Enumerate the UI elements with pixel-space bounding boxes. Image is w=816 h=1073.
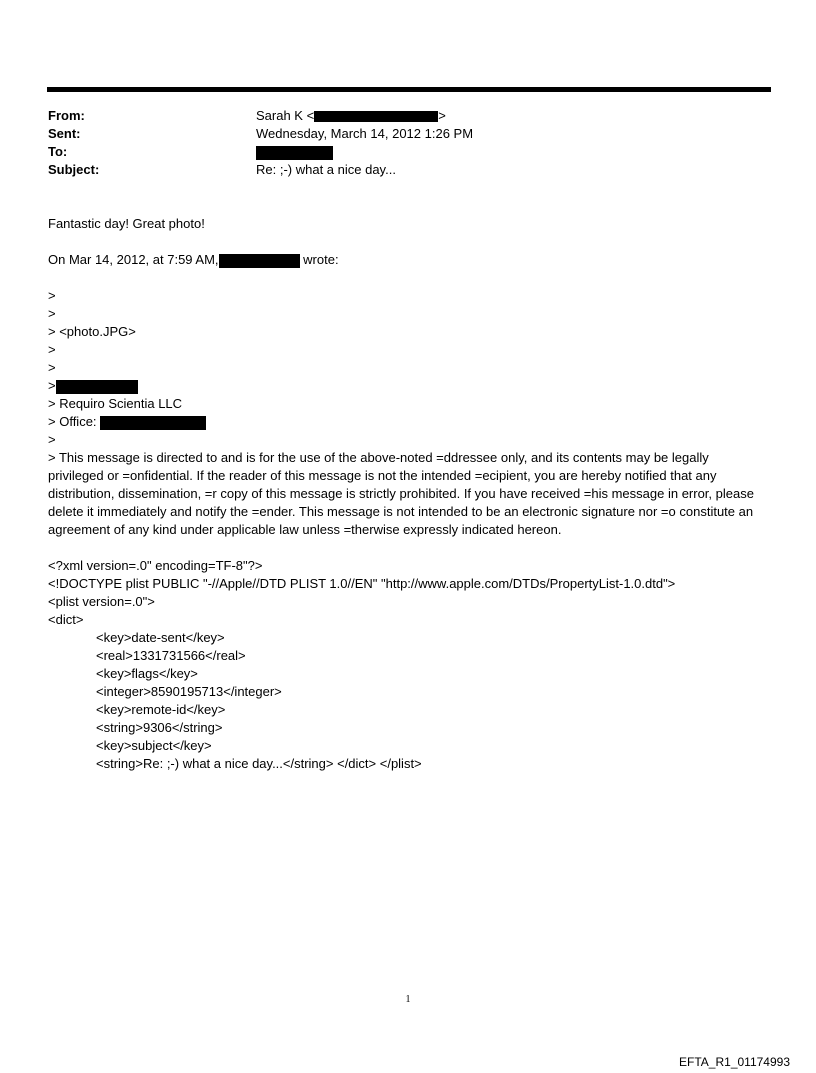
redaction-box — [314, 111, 438, 122]
quote-signature-name — [48, 377, 138, 395]
redaction-box — [56, 380, 138, 394]
redaction-box — [256, 146, 333, 160]
from-close: > — [438, 108, 446, 123]
quote-intro-wrote: wrote: — [303, 252, 339, 267]
sent-value: Wednesday, March 14, 2012 1:26 PM — [256, 126, 474, 141]
plist-line: <key>remote-id</key> — [96, 702, 226, 717]
quote-marker: > — [48, 306, 56, 321]
quote-photo-attachment: > <photo.JPG> — [48, 324, 136, 339]
quote-company: > Requiro Scientia LLC — [48, 396, 183, 411]
redaction-box — [100, 416, 206, 430]
document-id: EFTA_R1_01174993 — [679, 1055, 790, 1069]
quote-intro-date: On Mar 14, 2012, at 7:59 AM, — [48, 252, 219, 267]
header-rule — [47, 87, 771, 92]
plist-doctype: <!DOCTYPE plist PUBLIC "-//Apple//DTD PLIST 1.0//EN" "http://www.apple.com/DTDs/PropertyList-1.0.dtd"> — [48, 576, 676, 591]
quote-marker: > — [48, 342, 56, 357]
plist-line: <string>9306</string> — [96, 720, 223, 735]
plist-dict-open: <dict> — [48, 612, 84, 627]
from-label: From: — [48, 108, 85, 123]
quote-marker: > — [48, 378, 56, 393]
subject-value: Re: ;-) what a nice day... — [256, 162, 396, 177]
subject-label: Subject: — [48, 162, 100, 177]
plist-line: <string>Re: ;-) what a nice day...</string> </dict> </plist> — [96, 756, 422, 771]
quote-office — [48, 413, 206, 431]
plist-open-tag: <plist version=.0"> — [48, 594, 155, 609]
from-value — [256, 107, 446, 125]
quote-marker: > — [48, 432, 56, 447]
plist-line: <real>1331731566</real> — [96, 648, 246, 663]
quote-marker: > — [48, 360, 56, 375]
quote-disclaimer: > This message is directed to and is for the use of the above-noted =ddressee only, and its contents may be legally privileged or =onfidential. If the reader of this message is not the intended =ecipient, you are hereby notified that any distribution, dissemination, =r copy of this message is strictly prohibited. If you have received =his message in error, please delete it immediately and notify the =ender. This message is not intended to be an electronic signature nor =o constitute an agreement of any kind under applicable law unless =therwise expressly indicated hereon. — [48, 450, 754, 537]
to-value — [256, 143, 333, 161]
plist-line: <key>flags</key> — [96, 666, 198, 681]
page-number: 1 — [405, 994, 411, 1005]
quote-marker: > — [48, 288, 56, 303]
to-label: To: — [48, 144, 68, 159]
quote-office-label: > Office: — [48, 414, 97, 429]
plist-line: <key>date-sent</key> — [96, 630, 225, 645]
redaction-box — [219, 254, 300, 268]
plist-line: <integer>8590195713</integer> — [96, 684, 282, 699]
plist-line: <key>subject</key> — [96, 738, 212, 753]
reply-text: Fantastic day! Great photo! — [48, 216, 205, 231]
sent-label: Sent: — [48, 126, 81, 141]
plist-xml-declaration: <?xml version=.0" encoding=TF-8"?> — [48, 558, 263, 573]
quote-intro — [48, 251, 339, 269]
from-name: Sarah K < — [256, 108, 315, 123]
